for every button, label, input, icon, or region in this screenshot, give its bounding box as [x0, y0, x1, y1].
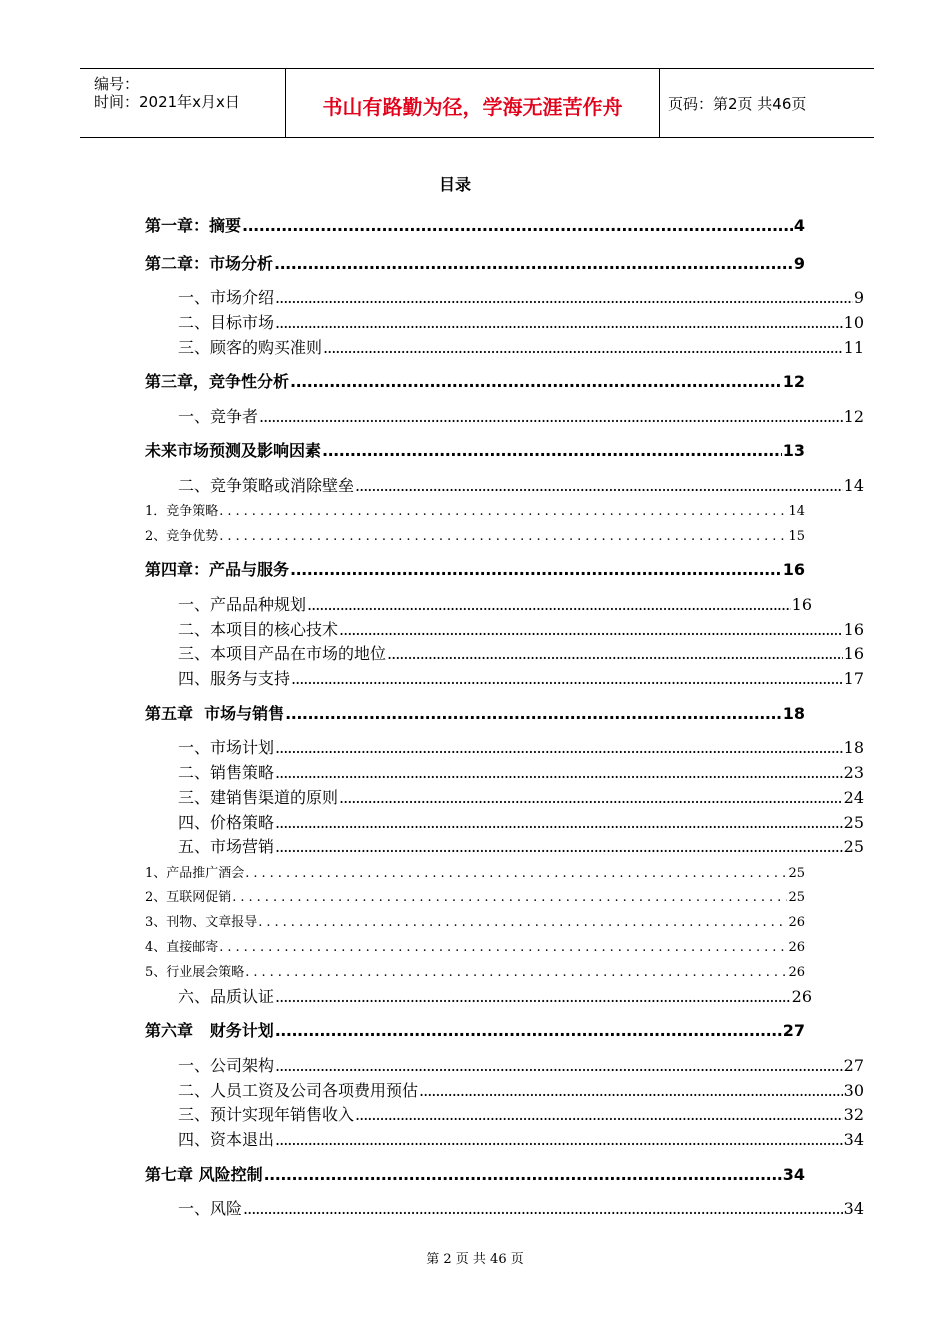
toc-entry-page: 34	[843, 1199, 864, 1218]
toc-entry[interactable]	[178, 1078, 864, 1101]
toc-entry-page: 18	[843, 738, 864, 757]
toc-leader-dots	[355, 476, 843, 495]
toc-entry[interactable]	[145, 438, 805, 461]
toc-entry-page: 25	[843, 813, 864, 832]
toc-leader-dots	[232, 890, 787, 905]
toc-entry-page: 11	[843, 338, 864, 357]
toc-leader-dots	[275, 763, 843, 782]
toc-entry-page: 25	[788, 866, 805, 881]
toc-entry-page: 16	[791, 595, 812, 614]
header-number: 编号：	[94, 75, 140, 93]
toc-entry-page: 4	[793, 216, 805, 235]
toc-entry[interactable]	[178, 984, 812, 1007]
toc-entry-label: 一、市场计划	[178, 738, 275, 757]
toc-entry[interactable]	[178, 785, 864, 808]
toc-entry-label: 二、人员工资及公司各项费用预估	[178, 1081, 419, 1100]
toc-entry-label: 第五章 市场与销售	[145, 704, 285, 723]
toc-entry[interactable]	[145, 1018, 805, 1041]
toc-entry-label: 三、建销售渠道的原则	[178, 788, 339, 807]
toc-entry-label: 第七章 风险控制	[145, 1165, 263, 1184]
page-footer: 第 2 页 共 46 页	[426, 1252, 524, 1267]
toc-entry-label: 未来市场预测及影响因素	[145, 441, 322, 460]
toc-entry[interactable]	[145, 251, 805, 274]
toc-entry[interactable]	[178, 641, 864, 664]
toc-entry-label: 5、行业展会策略	[145, 965, 245, 980]
toc-entry-label: 三、顾客的购买准则	[178, 338, 323, 357]
toc-entry-label: 第三章，竞争性分析	[145, 372, 290, 391]
toc-entry-page: 15	[788, 529, 805, 544]
header-motto: 书山有路勤为径，学海无涯苦作舟	[322, 95, 623, 119]
toc-entry-label: 1．竞争策略	[145, 504, 219, 519]
toc-entry[interactable]	[178, 592, 812, 615]
toc-entry-page: 12	[843, 407, 864, 426]
toc-entry-label: 四、价格策略	[178, 813, 275, 832]
toc-leader-dots	[219, 504, 787, 519]
toc-entry-page: 34	[782, 1165, 805, 1184]
toc-entry-label: 二、目标市场	[178, 313, 275, 332]
toc-leader-dots	[259, 407, 843, 426]
toc-entry[interactable]	[178, 760, 864, 783]
toc-entry-page: 9	[853, 288, 864, 307]
toc-entry-page: 26	[788, 915, 805, 930]
toc-leader-dots	[275, 288, 853, 307]
toc-leader-dots	[274, 254, 793, 273]
toc-entry-page: 12	[782, 372, 805, 391]
header-time: 时间：2021年x月x日	[94, 93, 240, 111]
toc-entry-label: 三、本项目产品在市场的地位	[178, 644, 387, 663]
toc-leader-dots	[242, 216, 793, 235]
toc-leader-dots	[419, 1081, 843, 1100]
toc-leader-dots	[258, 915, 787, 930]
toc-entry-label: 四、服务与支持	[178, 669, 291, 688]
toc-leader-dots	[275, 1021, 782, 1040]
toc-entry-label: 一、市场介绍	[178, 288, 275, 307]
toc-leader-dots	[387, 644, 843, 663]
toc-entry-label: 二、竞争策略或消除壁垒	[178, 476, 355, 495]
toc-entry[interactable]	[178, 735, 864, 758]
toc-leader-dots	[307, 595, 791, 614]
toc-entry-label: 第二章：市场分析	[145, 254, 274, 273]
toc-leader-dots	[285, 704, 782, 723]
toc-entry[interactable]	[145, 911, 805, 930]
toc-entry[interactable]	[145, 862, 805, 881]
toc-entry[interactable]	[178, 617, 864, 640]
toc-entry-label: 一、风险	[178, 1199, 243, 1218]
toc-leader-dots	[275, 1130, 843, 1149]
toc-leader-dots	[275, 837, 843, 856]
toc-title: 目录	[438, 175, 471, 194]
toc-entry-page: 14	[843, 476, 864, 495]
toc-leader-dots	[291, 669, 843, 688]
toc-leader-dots	[275, 313, 843, 332]
toc-entry-page: 13	[782, 441, 805, 460]
toc-entry[interactable]	[178, 335, 864, 358]
toc-entry-label: 一、产品品种规划	[178, 595, 307, 614]
toc-entry-page: 16	[843, 620, 864, 639]
toc-entry-page: 25	[788, 890, 805, 905]
toc-entry[interactable]	[178, 1053, 864, 1076]
toc-entry[interactable]	[178, 473, 864, 496]
toc-entry-label: 二、本项目的核心技术	[178, 620, 339, 639]
toc-leader-dots	[275, 1056, 843, 1075]
toc-entry-page: 18	[782, 704, 805, 723]
toc-entry[interactable]	[178, 1102, 864, 1125]
toc-entry-label: 三、预计实现年销售收入	[178, 1105, 355, 1124]
toc-entry-page: 30	[843, 1081, 864, 1100]
toc-entry-label: 1、产品推广酒会	[145, 866, 245, 881]
toc-leader-dots	[243, 1199, 843, 1218]
toc-entry-label: 一、竞争者	[178, 407, 259, 426]
toc-entry[interactable]	[145, 557, 805, 580]
toc-entry-page: 26	[791, 987, 812, 1006]
toc-entry-page: 26	[788, 940, 805, 955]
toc-leader-dots	[264, 1165, 782, 1184]
toc-entry[interactable]	[178, 310, 864, 333]
toc-leader-dots	[339, 620, 843, 639]
toc-leader-dots	[275, 813, 843, 832]
toc-entry-page: 17	[843, 669, 864, 688]
toc-leader-dots	[355, 1105, 843, 1124]
toc-entry[interactable]	[145, 525, 805, 544]
toc-entry-page: 27	[843, 1056, 864, 1075]
toc-entry-page: 16	[782, 560, 805, 579]
toc-leader-dots	[275, 738, 843, 757]
toc-entry[interactable]	[145, 369, 805, 392]
toc-entry[interactable]	[145, 213, 805, 236]
toc-entry-page: 27	[782, 1021, 805, 1040]
toc-entry[interactable]	[178, 1127, 864, 1150]
toc-entry-label: 第六章 财务计划	[145, 1021, 274, 1040]
toc-entry[interactable]	[178, 834, 864, 857]
toc-leader-dots	[219, 940, 787, 955]
toc-leader-dots	[275, 987, 791, 1006]
toc-entry-page: 32	[843, 1105, 864, 1124]
toc-entry[interactable]	[178, 404, 864, 427]
toc-leader-dots	[339, 788, 843, 807]
toc-entry-label: 四、资本退出	[178, 1130, 275, 1149]
toc-leader-dots	[290, 372, 782, 391]
toc-entry-label: 2、竞争优势	[145, 529, 219, 544]
toc-entry-label: 第一章：摘要	[145, 216, 242, 235]
toc-leader-dots	[290, 560, 782, 579]
toc-leader-dots	[245, 866, 787, 881]
toc-entry-page: 26	[788, 965, 805, 980]
toc-entry[interactable]	[178, 810, 864, 833]
toc-entry-label: 2、互联网促销	[145, 890, 232, 905]
toc-leader-dots	[322, 441, 782, 460]
toc-entry[interactable]	[145, 500, 805, 519]
toc-entry-page: 10	[843, 313, 864, 332]
toc-entry-page: 34	[843, 1130, 864, 1149]
toc-entry-label: 4、直接邮寄	[145, 940, 219, 955]
toc-entry[interactable]	[145, 961, 805, 980]
toc-entry-page: 25	[843, 837, 864, 856]
toc-entry[interactable]	[178, 285, 864, 308]
toc-entry-label: 六、品质认证	[178, 987, 275, 1006]
toc-entry[interactable]	[145, 1162, 805, 1185]
toc-leader-dots	[219, 529, 787, 544]
toc-entry-label: 二、销售策略	[178, 763, 275, 782]
toc-entry[interactable]	[145, 701, 805, 724]
toc-entry-page: 16	[843, 644, 864, 663]
toc-entry[interactable]	[178, 1196, 864, 1219]
toc-entry-label: 一、公司架构	[178, 1056, 275, 1075]
toc-entry-page: 24	[843, 788, 864, 807]
toc-entry-page: 14	[788, 504, 805, 519]
toc-leader-dots	[323, 338, 843, 357]
toc-leader-dots	[245, 965, 787, 980]
toc-entry-page: 23	[843, 763, 864, 782]
toc-entry-label: 五、市场营销	[178, 837, 275, 856]
toc-entry-page: 9	[793, 254, 805, 273]
toc-entry[interactable]	[145, 886, 805, 905]
toc-entry-label: 第四章：产品与服务	[145, 560, 290, 579]
toc-entry-label: 3、刊物、文章报导	[145, 915, 258, 930]
header-page-number: 页码：第2页 共46页	[668, 95, 807, 113]
toc-entry[interactable]	[178, 666, 864, 689]
toc-entry[interactable]	[145, 936, 805, 955]
